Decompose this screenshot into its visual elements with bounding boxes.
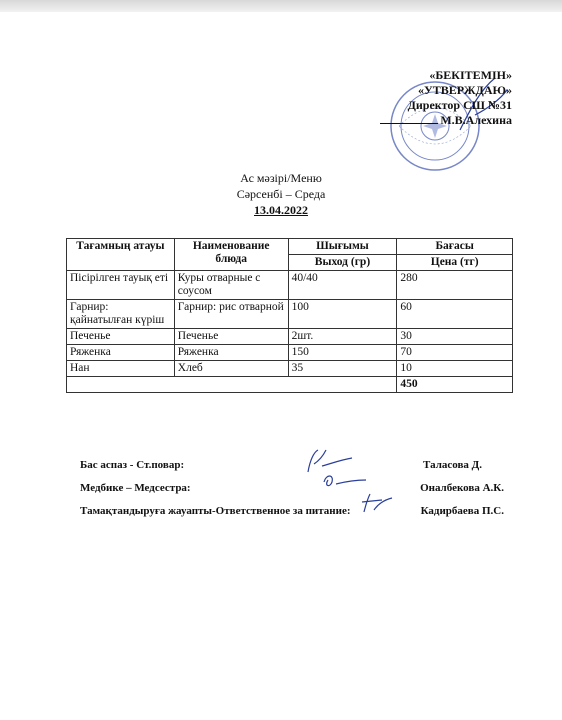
- dish-output: 2шт.: [288, 329, 397, 345]
- total-label-cell: [67, 377, 397, 393]
- dish-name-kz: Нан: [67, 361, 175, 377]
- table-row: [67, 329, 513, 345]
- approval-position: Директор СШ №31: [407, 98, 512, 112]
- menu-title: Ас мәзірі/Меню: [240, 171, 322, 185]
- dish-price: 10: [397, 361, 513, 377]
- dish-name-kz: Гарнир: қайнатылған күріш: [67, 300, 175, 329]
- dish-name-kz: Пісірілген тауық еті: [67, 271, 175, 300]
- dish-name-kz: Ряженка: [67, 345, 175, 361]
- signature-person: Оналбекова А.К.: [420, 482, 504, 494]
- signature-role: Медбике – Медсестра:: [80, 482, 191, 494]
- approval-block: [380, 68, 512, 128]
- dish-name-ru: Печенье: [174, 329, 288, 345]
- sign-line: [380, 113, 438, 124]
- dish-name-ru: Ряженка: [174, 345, 288, 361]
- dish-price: 70: [397, 345, 513, 361]
- col-header-price-kz: Бағасы: [397, 239, 513, 255]
- table-row: [67, 345, 513, 361]
- table-row: [67, 271, 513, 300]
- col-header-price-ru: Цена (тг): [397, 255, 513, 271]
- col-header-name-ru: Наименование блюда: [174, 239, 288, 271]
- total-row: [67, 377, 513, 393]
- dish-output: 40/40: [288, 271, 397, 300]
- dish-output: 150: [288, 345, 397, 361]
- table-row: [67, 300, 513, 329]
- dish-price: 280: [397, 271, 513, 300]
- signature-role: Тамақтандыруға жауапты-Ответственное за питание:: [80, 505, 351, 517]
- signature-row: [80, 454, 510, 477]
- approval-name-row: [380, 113, 512, 128]
- signature-row: [80, 500, 510, 523]
- signature-person: Кадирбаева П.С.: [420, 505, 504, 517]
- table-row: [67, 361, 513, 377]
- col-header-output-kz: Шығымы: [288, 239, 397, 255]
- menu-day: Сәрсенбі – Среда: [236, 187, 326, 201]
- approval-ru: «УТВЕРЖДАЮ»: [417, 83, 512, 97]
- dish-name-ru: Хлеб: [174, 361, 288, 377]
- total-price: 450: [397, 377, 513, 393]
- col-header-name-kz: Тағамның атауы: [67, 239, 175, 271]
- dish-name-ru: Гарнир: рис отварной: [174, 300, 288, 329]
- approval-name: М.В.Алехина: [440, 113, 512, 127]
- col-header-output-ru: Выход (гр): [288, 255, 397, 271]
- dish-price: 30: [397, 329, 513, 345]
- signature-person: Таласова Д.: [423, 459, 482, 471]
- dish-price: 60: [397, 300, 513, 329]
- table-header-row: [67, 239, 513, 255]
- approval-kz: «БЕКІТЕМІН»: [429, 68, 512, 82]
- dish-output: 35: [288, 361, 397, 377]
- menu-table: [66, 238, 513, 393]
- menu-heading: [0, 170, 562, 218]
- dish-output: 100: [288, 300, 397, 329]
- dish-name-kz: Печенье: [67, 329, 175, 345]
- dish-name-ru: Куры отварные с соусом: [174, 271, 288, 300]
- signature-role: Бас аспаз - Ст.повар:: [80, 459, 185, 471]
- signatures-block: [80, 454, 510, 523]
- menu-date: 13.04.2022: [254, 203, 308, 217]
- signature-row: [80, 477, 510, 500]
